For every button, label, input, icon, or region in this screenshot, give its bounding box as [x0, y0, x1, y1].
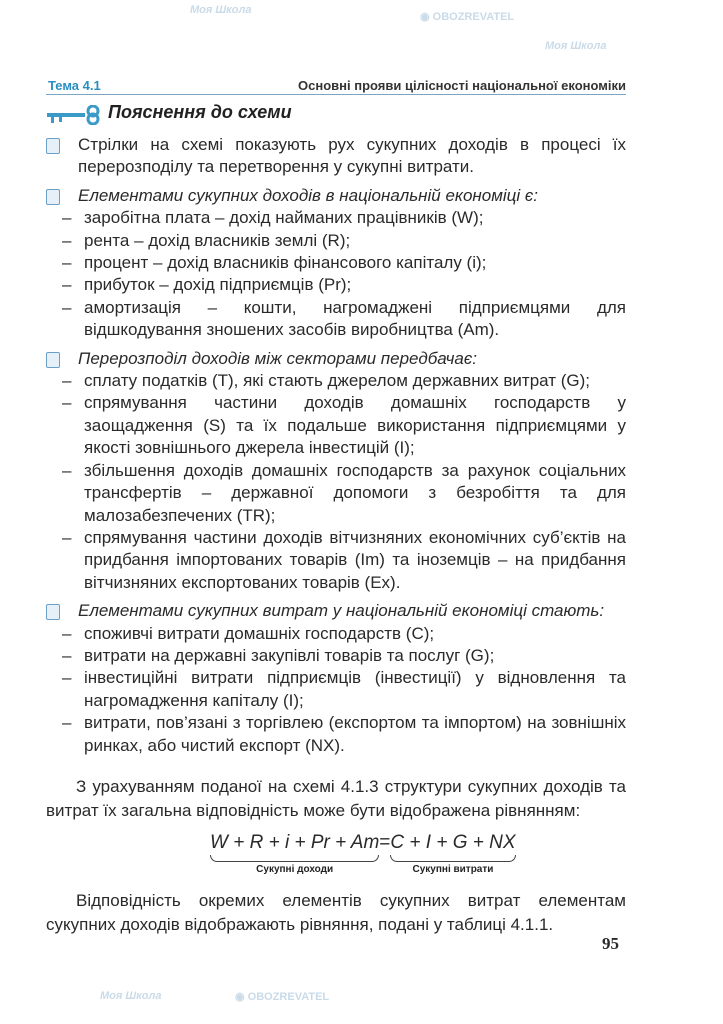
- list-item: – спрямування частини доходів вітчизняних економічних суб’єктів на придбання імпортованих товарів (Im) та іноземців – на придбання вітчизняних експортованих товарів (Ex).: [60, 527, 626, 594]
- income-elements: [60, 185, 626, 342]
- brace-right: [390, 855, 515, 862]
- note-icon: [46, 138, 60, 154]
- list-item: – амортизація – кошти, нагромаджені підприємцями для відшкодування зношених засобів виробництва (Am).: [60, 297, 626, 342]
- note-icon: [46, 189, 60, 205]
- list-item: – заробітна плата – дохід найманих працівників (W);: [60, 207, 626, 229]
- running-header: [46, 78, 626, 95]
- note-icon: [46, 352, 60, 368]
- brace-left: [210, 855, 379, 862]
- note-arrows: [60, 134, 626, 179]
- watermark: ◉ OBOZREVATEL: [235, 991, 330, 1003]
- paragraph: Відповідність окремих елементів сукупних витрат елементам сукупних доходів відображають рівняння, подані у таблиці 4.1.1.: [46, 890, 626, 934]
- list-item: – сплату податків (T), які стають джерелом державних витрат (G);: [60, 370, 626, 392]
- equation: [210, 831, 626, 877]
- list-item: – витрати на державні закупівлі товарів та послуг (G);: [60, 645, 626, 667]
- note-icon: [46, 604, 60, 620]
- list-heading: Перерозподіл доходів між секторами передбачає:: [78, 348, 478, 368]
- chapter-title: Основні прояви цілісності національної економіки: [298, 78, 626, 93]
- note-text: Стрілки на схемі показують рух сукупних доходів в процесі їх перерозподілу та перетворення у сукупні витрати.: [78, 135, 626, 177]
- equation-expenditure-side: [390, 831, 515, 877]
- topic-label: Тема 4.1: [48, 78, 101, 93]
- expenditure-elements: [60, 600, 626, 757]
- list-item: – інвестиційні витрати підприємців (інвестиції) у відновлення та нагромадження капіталу (I);: [60, 667, 626, 712]
- list-item: – процент – дохід власників фінансового капіталу (i);: [60, 252, 626, 274]
- watermark: Моя Школа: [545, 40, 607, 52]
- list-heading: Елементами сукупних витрат у національній економіці стають:: [78, 601, 605, 621]
- income-label: Сукупні доходи: [256, 863, 334, 875]
- equation-left: W + R + i + Pr + Am: [210, 831, 380, 853]
- expenditure-label: Сукупні витрати: [412, 863, 494, 875]
- list-item: – збільшення доходів домашніх господарств за рахунок соціальних трансфертів – державної допомоги з безробіття та для малозабезпечених (TR);: [60, 460, 626, 527]
- list-item: – споживчі витрати домашніх господарств (C);: [60, 623, 626, 645]
- section-title: Пояснення до схеми: [108, 102, 292, 122]
- watermark: ◉ OBOZREVATEL: [420, 11, 515, 23]
- key-icon: [47, 105, 103, 125]
- list-item: – спрямування частини доходів домашніх господарств у заощадження (S) та їх подальше використання підприємцями у якості зовнішнього джерела інвестицій (I);: [60, 392, 626, 459]
- list-heading: Елементами сукупних доходів в національній економіці є:: [78, 185, 539, 205]
- paragraph: З урахуванням поданої на схемі 4.1.3 структури сукупних доходів та витрат їх загальна відповідність може бути відображена рівнянням:: [46, 776, 626, 820]
- redistribution: [60, 348, 626, 594]
- equation-income-side: [210, 831, 379, 877]
- watermark: Моя Школа: [190, 4, 252, 16]
- list-item: – витрати, пов’язані з торгівлею (експортом та імпортом) на зовнішніх ринках, або чистий експорт (NX).: [60, 712, 626, 757]
- equation-equals: =: [379, 831, 391, 853]
- page-number: 95: [602, 934, 619, 953]
- main-content: [46, 134, 626, 937]
- list-item: – прибуток – дохід підприємців (Pr);: [60, 274, 626, 296]
- list-item: – рента – дохід власників землі (R);: [60, 230, 626, 252]
- equation-right: C + I + G + NX: [390, 831, 516, 853]
- watermark: Моя Школа: [100, 990, 162, 1002]
